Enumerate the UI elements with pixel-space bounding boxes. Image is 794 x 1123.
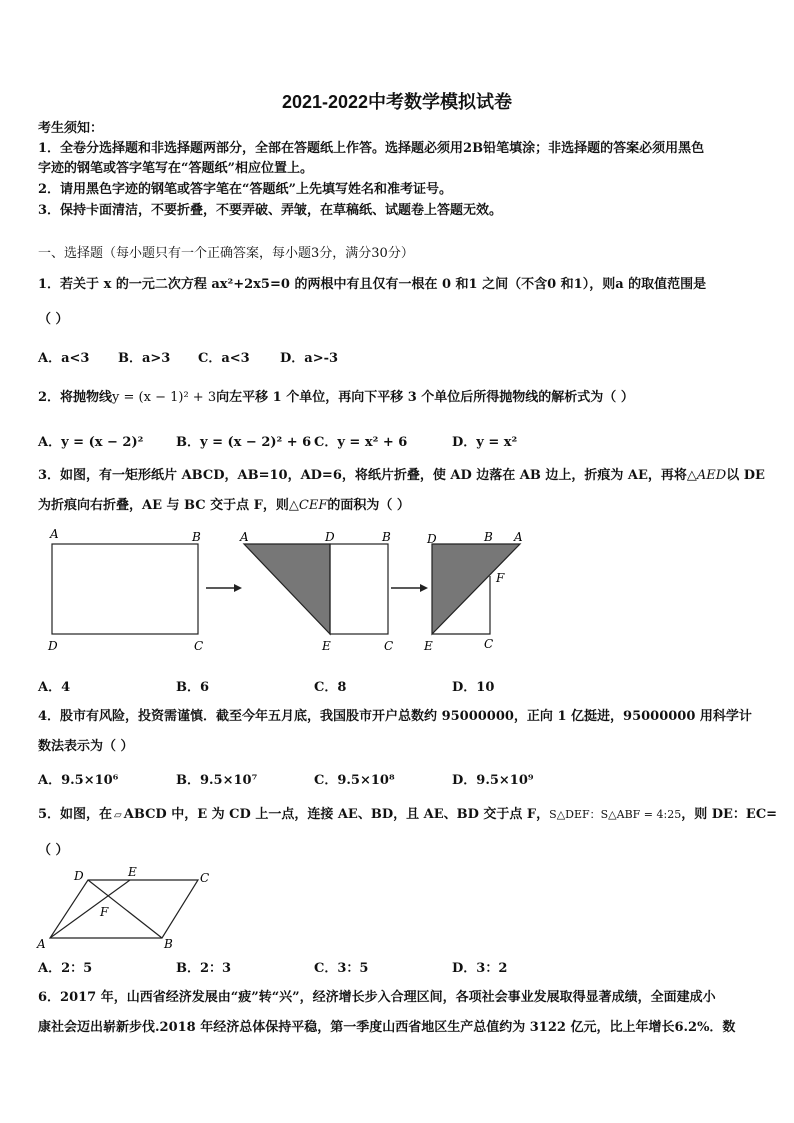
q3-fig1-label-a: A bbox=[50, 527, 59, 541]
q5-paren: （ ） bbox=[38, 843, 69, 858]
q6-line2: 康社会迈出崭新步伐.2018 年经济总体保持平稳，第一季度山西省地区生产总值约为 3122 亿元，比上年增长6.2%．数 bbox=[38, 1020, 736, 1035]
q2-suffix: 向左平移 1 个单位，再向下平移 3 个单位后所得抛物线的解析式为（ ） bbox=[216, 390, 634, 405]
q5-parallelogram-diagram bbox=[0, 862, 260, 952]
q5-label-b: B bbox=[164, 937, 173, 951]
q2-prefix: 2．将抛物线 bbox=[38, 390, 113, 405]
q3-fig2-label-a: A bbox=[240, 530, 249, 544]
q3-fold-diagram bbox=[0, 520, 794, 660]
page-title: 2021-2022中考数学模拟试卷 bbox=[281, 92, 513, 112]
q2-option-c: C．y = x² + 6 bbox=[314, 435, 408, 450]
q4-line1: 4．股市有风险，投资需谨慎．截至今年五月底，我国股市开户总数约 95000000，正向 1 亿挺进，95000000 用科学计 bbox=[38, 709, 752, 724]
q3-fig3-shaded-triangle bbox=[432, 544, 520, 634]
q3-line1-b: 以 DE bbox=[726, 468, 765, 483]
q5-line1-b: ABCD 中，E 为 CD 上一点，连接 AE、BD，且 AE、BD 交于点 F， bbox=[123, 807, 550, 822]
q5-label-e: E bbox=[128, 865, 137, 879]
notice-item-1-cont: 字迹的钢笔或答字笔写在“答题纸”相应位置上。 bbox=[38, 161, 313, 176]
q3-fig3-label-d: D bbox=[427, 532, 437, 546]
section-heading: 一、选择题（每小题只有一个正确答案，每小题3分，满分30分） bbox=[38, 246, 414, 261]
q5-segment-ae bbox=[50, 880, 130, 938]
q3-fig3-label-a: A bbox=[514, 530, 523, 544]
q3-fig3-label-f: F bbox=[496, 571, 505, 585]
q5-option-b: B．2：3 bbox=[176, 961, 232, 976]
q3-fig1-label-d: D bbox=[48, 639, 58, 653]
q3-fig2-label-c: C bbox=[384, 639, 394, 653]
q3-triangle-cef: △CEF bbox=[288, 498, 328, 513]
q1-option-a: A．a<3 bbox=[38, 351, 90, 366]
q1-stem: 1．若关于 x 的一元二次方程 ax²+2x5=0 的两根中有且仅有一根在 0 和1 之间（不含0 和1），则a 的取值范围是 bbox=[38, 277, 707, 292]
q3-fig3-label-c: C bbox=[484, 637, 494, 651]
q2-option-d: D．y = x² bbox=[452, 435, 518, 450]
q5-label-c: C bbox=[200, 871, 210, 885]
q4-option-b: B．9.5×10⁷ bbox=[176, 773, 258, 788]
q5-line1-c: ，则 DE：EC= bbox=[681, 807, 778, 822]
notice-item-1: 1．全卷分选择题和非选择题两部分，全部在答题纸上作答。选择题必须用2B铅笔填涂；非选择题的答案必须用黑色 bbox=[38, 141, 705, 156]
notice-item-2: 2．请用黑色字迹的钢笔或答字笔在“答题纸”上先填写姓名和准考证号。 bbox=[38, 182, 453, 197]
q3-fig2-rect bbox=[330, 544, 388, 634]
q3-fig2-label-d: D bbox=[325, 530, 335, 544]
q5-option-d: D．3：2 bbox=[452, 961, 508, 976]
q3-line2-b: 的面积为（ ） bbox=[327, 498, 410, 513]
q2-option-a: A．y = (x − 2)² bbox=[38, 435, 144, 450]
q5-label-f: F bbox=[100, 905, 109, 919]
parallelogram-symbol-icon: ▱ bbox=[114, 810, 122, 821]
q6-line1: 6．2017 年，山西省经济发展由“疲”转“兴”，经济增长步入合理区间，各项社会事业发展取得显著成绩，全面建成小 bbox=[38, 990, 716, 1005]
q5-parallelogram bbox=[50, 880, 198, 938]
q3-rect-abcd bbox=[52, 544, 198, 634]
q1-option-d: D．a>-3 bbox=[280, 351, 339, 366]
q3-triangle-aed: △AED bbox=[686, 468, 727, 483]
q3-option-d: D．10 bbox=[452, 680, 495, 695]
q1-paren: （ ） bbox=[38, 312, 69, 327]
q1-option-c: C．a<3 bbox=[198, 351, 250, 366]
q3-line1-a: 3．如图，有一矩形纸片 ABCD，AB=10，AD=6，将纸片折叠，使 AD 边落在 AB 边上，折痕为 AE，再将 bbox=[38, 468, 687, 483]
q4-option-d: D．9.5×10⁹ bbox=[452, 773, 534, 788]
q3-fig1-label-b: B bbox=[192, 530, 201, 544]
q5-label-a: A bbox=[37, 937, 46, 951]
q5-area-ratio: S△DEF：S△ABF = 4:25 bbox=[549, 808, 682, 821]
q2-expression: y = (x − 1)² + 3 bbox=[112, 390, 217, 405]
q5-line1-a: 5．如图，在 bbox=[38, 807, 113, 822]
q2-option-b: B．y = (x − 2)² + 6 bbox=[176, 435, 312, 450]
q1-option-b: B．a>3 bbox=[118, 351, 171, 366]
q3-fig2-label-e: E bbox=[322, 639, 331, 653]
q3-fig1-label-c: C bbox=[194, 639, 204, 653]
notice-item-3: 3．保持卡面清洁，不要折叠，不要弄破、弄皱，在草稿纸、试题卷上答题无效。 bbox=[38, 203, 503, 218]
q3-option-c: C．8 bbox=[314, 680, 347, 695]
q3-line2-a: 为折痕向右折叠，AE 与 BC 交于点 F，则 bbox=[38, 498, 289, 513]
q4-option-c: C．9.5×10⁸ bbox=[314, 773, 395, 788]
q3-arrow-1-head bbox=[234, 584, 242, 592]
q5-option-c: C．3：5 bbox=[314, 961, 369, 976]
q3-fig2-shaded-triangle bbox=[244, 544, 330, 634]
q4-line2: 数法表示为（ ） bbox=[38, 739, 134, 754]
q5-option-a: A．2：5 bbox=[38, 961, 93, 976]
q3-fig3-label-b: B bbox=[484, 530, 493, 544]
q5-label-d: D bbox=[74, 869, 84, 883]
q3-option-b: B．6 bbox=[176, 680, 210, 695]
q3-fig3-label-e: E bbox=[424, 639, 433, 653]
q3-arrow-2-head bbox=[420, 584, 428, 592]
q4-option-a: A．9.5×10⁶ bbox=[38, 773, 119, 788]
q3-option-a: A．4 bbox=[38, 680, 71, 695]
notice-heading: 考生须知： bbox=[38, 121, 104, 136]
q3-fig2-label-b: B bbox=[382, 530, 391, 544]
